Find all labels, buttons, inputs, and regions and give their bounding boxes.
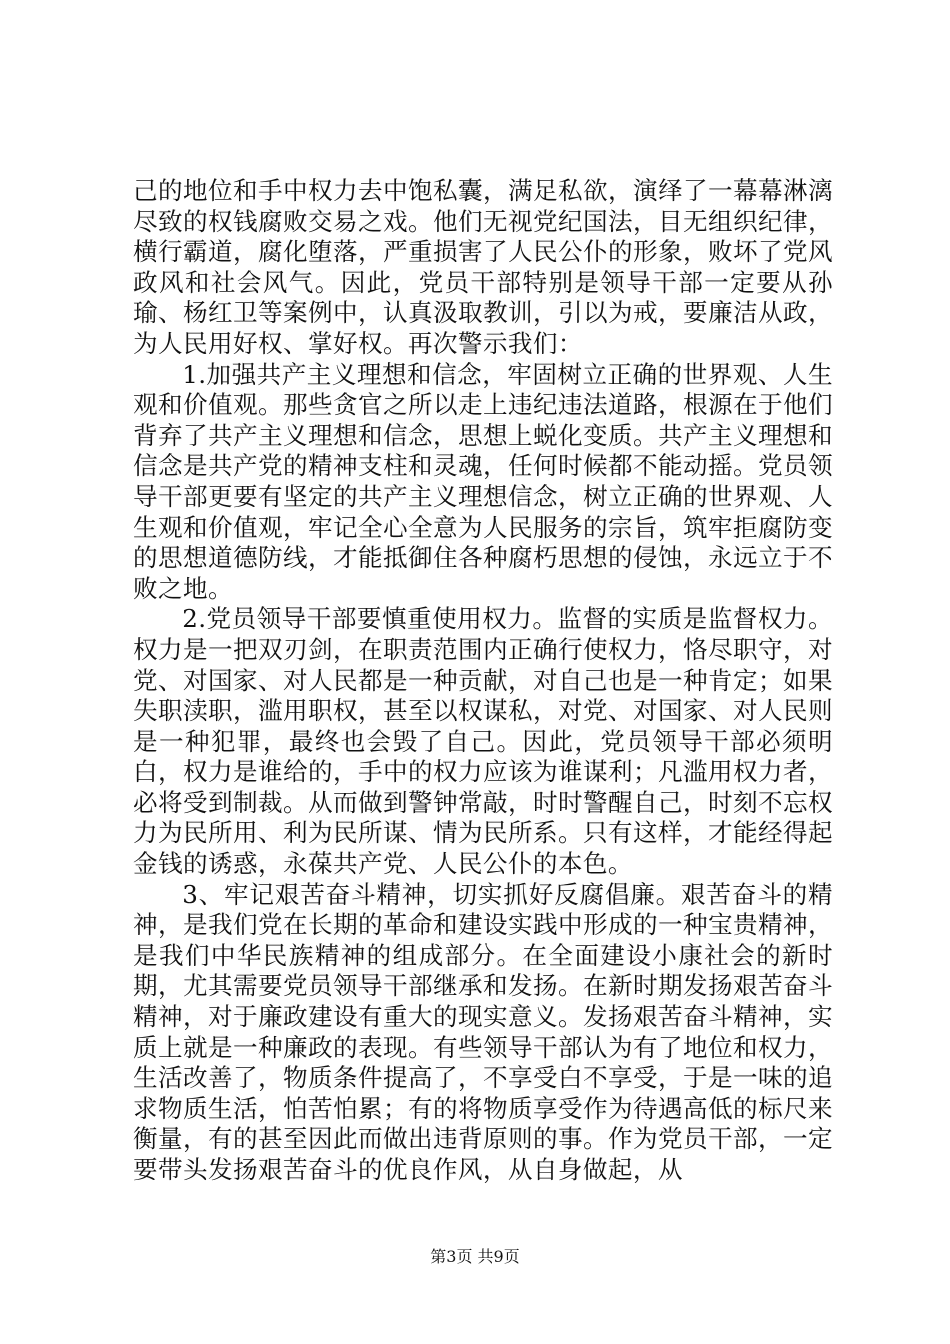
paragraph-point-1: 1.加强共产主义理想和信念，牢固树立正确的世界观、人生观和价值观。那些贪官之所以走上违纪违法道路，根源在于他们背弃了共产主义理想和信念，思想上蜕化变质。共产主义理想和信念是共产党的精神支柱和灵魂，任何时候都不能动摇。党员领导干部更要有坚定的共产主义理想信念，树立正确的世界观、人生观和价值观，牢记全心全意为人民服务的宗旨，筑牢拒腐防变的思想道德防线，才能抵御住各种腐朽思想的侵蚀，永远立于不败之地。 xyxy=(133,359,833,603)
page-number-footer: 第3页 共9页 xyxy=(430,1247,520,1266)
paragraph-continuation: 己的地位和手中权力去中饱私囊，满足私欲，演绎了一幕幕淋漓尽致的权钱腐败交易之戏。他们无视党纪国法，目无组织纪律，横行霸道，腐化堕落，严重损害了人民公仆的形象，败坏了党风政风和社会风气。因此，党员干部特别是领导干部一定要从孙瑜、杨红卫等案例中，认真汲取教训，引以为戒，要廉洁从政，为人民用好权、掌好权。再次警示我们： xyxy=(133,176,833,358)
paragraph-point-3: 3、牢记艰苦奋斗精神，切实抓好反腐倡廉。艰苦奋斗的精神，是我们党在长期的革命和建设实践中形成的一种宝贵精神，是我们中华民族精神的组成部分。在全面建设小康社会的新时期，尤其需要党员领导干部继承和发扬。在新时期发扬艰苦奋斗精神，对于廉政建设有重大的现实意义。发扬艰苦奋斗精神，实质上就是一种廉政的表现。有些领导干部认为有了地位和权力，生活改善了，物质条件提高了，不享受白不享受，于是一味的追求物质生活，怕苦怕累；有的将物质享受作为待遇高低的标尺来衡量，有的甚至因此而做出违背原则的事。作为党员干部，一定要带头发扬艰苦奋斗的优良作风，从自身做起，从 xyxy=(133,879,833,1184)
document-body xyxy=(133,176,833,1186)
paragraph-point-2: 2.党员领导干部要慎重使用权力。监督的实质是监督权力。权力是一把双刃剑，在职责范围内正确行使权力，恪尽职守，对党、对国家、对人民都是一种贡献，对自己也是一种肯定；如果失职渎职，滥用职权，甚至以权谋私，对党、对国家、对人民则是一种犯罪，最终也会毁了自己。因此，党员领导干部必须明白，权力是谁给的，手中的权力应该为谁谋利；凡滥用权力者，必将受到制裁。从而做到警钟常敲，时时警醒自己，时刻不忘权力为民所用、利为民所谋、情为民所系。只有这样，才能经得起金钱的诱惑，永葆共产党、人民公仆的本色。 xyxy=(133,604,833,879)
